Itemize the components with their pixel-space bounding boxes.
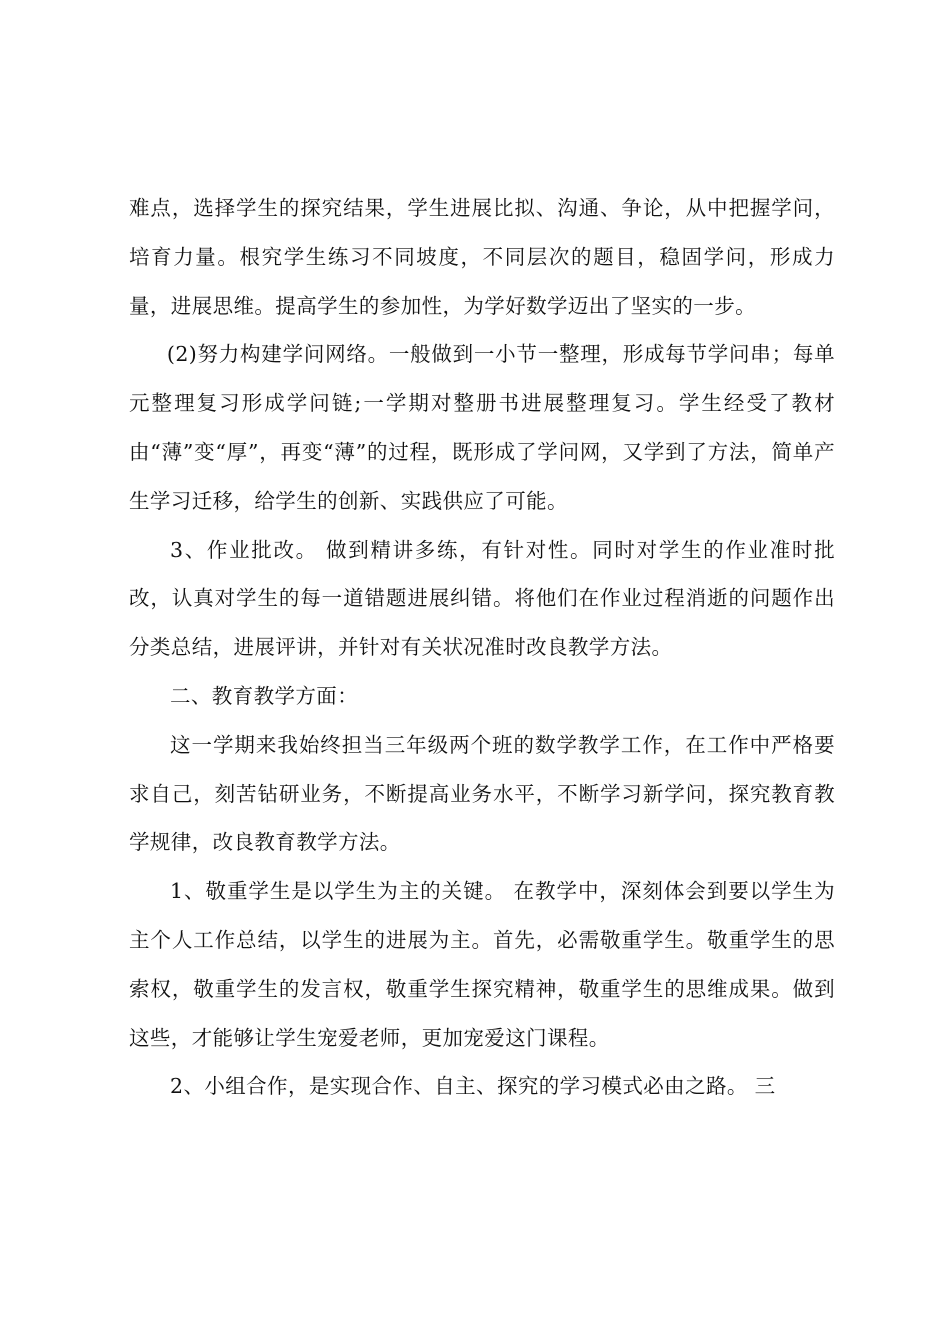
paragraph-3: 3、作业批改。 做到精讲多练，有针对性。同时对学生的作业准时批改，认真对学生的每一道错题进展纠错。将他们在作业过程消逝的问题作出分类总结，进展评讲，并针对有关状况准时改良教学方法。 [129,537,835,660]
paragraph-5: 这一学期来我始终担当三年级两个班的数学教学工作，在工作中严格要求自己，刻苦钻研业务，不断提高业务水平，不断学习新学问，探究教育教学规律，改良教育教学方法。 [129,732,835,855]
section-heading: 二、教育教学方面： [170,683,359,708]
paragraph-6: 1、敬重学生是以学生为主的关键。 在教学中，深刻体会到要以学生为主个人工作总结，以学生的进展为主。首先，必需敬重学生。敬重学生的思索权，敬重学生的发言权，敬重学生探究精神，敬重学生的思维成果。做到这些，才能够让学生宠爱老师，更加宠爱这门课程。 [129,879,835,1050]
paragraph-7: 2、小组合作，是实现合作、自主、探究的学习模式必由之路。 三 [170,1074,776,1099]
document-body [129,184,835,1111]
paragraph-1: 难点，选择学生的探究结果，学生进展比拟、沟通、争论，从中把握学问，培育力量。根究学生练习不同坡度，不同层次的题目，稳固学问，形成力量，进展思维。提高学生的参加性，为学好数学迈出了坚实的一步。 [129,196,835,318]
paragraph-2: (2)努力构建学问网络。一般做到一小节一整理，形成每节学问串；每单元整理复习形成学问链;一学期对整册书进展整理复习。学生经受了教材由“薄”变“厚”，再变“薄”的过程，既形成了学问网，又学到了方法，简单产生学习迁移，给学生的创新、实践供应了可能。 [129,342,835,513]
